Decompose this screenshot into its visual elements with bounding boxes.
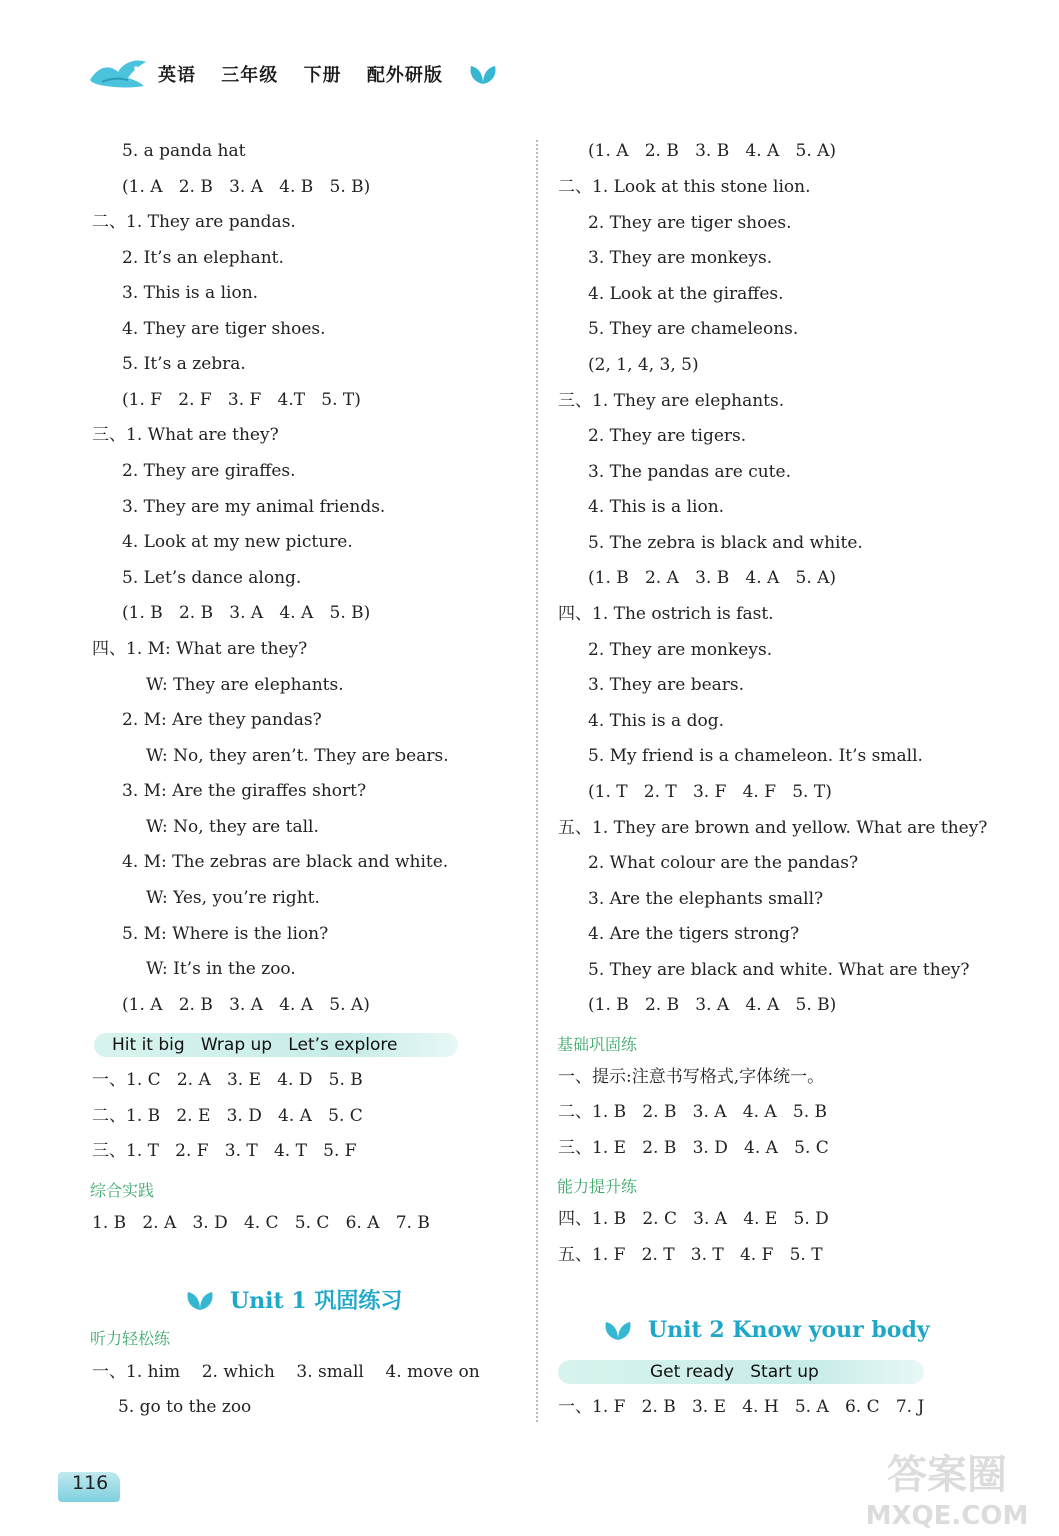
answer-line: 5. They are black and white. What are they? bbox=[588, 960, 970, 980]
answer-line: 3. M: Are the giraffes short? bbox=[122, 781, 367, 801]
section-banner-get-ready bbox=[558, 1360, 924, 1384]
answer-line: 4. Look at my new picture. bbox=[122, 532, 353, 552]
answer-line: 2. They are giraffes. bbox=[122, 461, 296, 481]
answer-line: 2. They are tiger shoes. bbox=[588, 213, 792, 233]
answer-line: 5. a panda hat bbox=[122, 141, 246, 161]
answer-line: 5. Let’s dance along. bbox=[122, 568, 302, 588]
answer-line: 5. go to the zoo bbox=[118, 1397, 252, 1417]
answer-line: 2. It’s an elephant. bbox=[122, 248, 284, 268]
answer-line: 5. M: Where is the lion? bbox=[122, 924, 329, 944]
answer-line: 二、1. B 2. B 3. A 4. A 5. B bbox=[558, 1102, 827, 1122]
unit-2-title bbox=[602, 1317, 930, 1343]
answer-line: 4. Look at the giraffes. bbox=[588, 284, 784, 304]
answer-line: W: Yes, you’re right. bbox=[146, 888, 320, 908]
answer-line: 一、1. him 2. which 3. small 4. move on bbox=[92, 1362, 480, 1382]
page-header bbox=[88, 56, 499, 92]
book-title bbox=[158, 61, 461, 87]
leaf-icon bbox=[602, 1318, 634, 1342]
unit-1-title bbox=[184, 1284, 402, 1315]
answer-line: 三、1. They are elephants. bbox=[558, 391, 785, 411]
answer-line: 二、1. They are pandas. bbox=[92, 212, 296, 232]
answer-line: 四、1. M: What are they? bbox=[92, 639, 308, 659]
answer-line: 2. They are tigers. bbox=[588, 426, 747, 446]
answer-line: 3. They are bears. bbox=[588, 675, 745, 695]
answer-line: (1. T 2. T 3. F 4. F 5. T) bbox=[588, 782, 832, 802]
answer-line: 二、1. Look at this stone lion. bbox=[558, 177, 811, 197]
answer-line: 二、1. B 2. E 3. D 4. A 5. C bbox=[92, 1106, 363, 1126]
answer-line: 2. They are monkeys. bbox=[588, 640, 773, 660]
watermark-bottom-text: MXQE.COM bbox=[865, 1501, 1029, 1530]
banner-label: Hit it big Wrap up Let’s explore bbox=[112, 1035, 398, 1055]
answer-line: 5. The zebra is black and white. bbox=[588, 533, 863, 553]
answer-line: 4. M: The zebras are black and white. bbox=[122, 852, 449, 872]
answer-line: 4. Are the tigers strong? bbox=[588, 924, 800, 944]
answer-line: 一、1. C 2. A 3. E 4. D 5. B bbox=[92, 1070, 363, 1090]
answer-line: 四、1. The ostrich is fast. bbox=[558, 604, 774, 624]
answer-line: 3. Are the elephants small? bbox=[588, 889, 824, 909]
answer-line: 3. This is a lion. bbox=[122, 283, 259, 303]
answer-line: (1. F 2. F 3. F 4.T 5. T) bbox=[122, 390, 361, 410]
column-divider bbox=[536, 140, 538, 1422]
answer-line: 4. This is a dog. bbox=[588, 711, 724, 731]
answer-line: 2. What colour are the pandas? bbox=[588, 853, 859, 873]
answer-line: W: No, they are tall. bbox=[146, 817, 319, 837]
answer-line: 5. My friend is a chameleon. It’s small. bbox=[588, 746, 923, 766]
answer-line: 3. They are my animal friends. bbox=[122, 497, 386, 517]
answer-line: (1. B 2. B 3. A 4. A 5. B) bbox=[122, 603, 371, 623]
bird-logo-icon bbox=[88, 56, 148, 92]
answer-line: 三、1. What are they? bbox=[92, 425, 279, 445]
answer-line: (1. A 2. B 3. A 4. A 5. A) bbox=[122, 995, 370, 1015]
section-heading-ability: 能力提升练 bbox=[557, 1177, 638, 1196]
answer-line: 三、1. T 2. F 3. T 4. T 5. F bbox=[92, 1141, 357, 1161]
answer-line: 三、1. E 2. B 3. D 4. A 5. C bbox=[558, 1138, 829, 1158]
section-heading-listening: 听力轻松练 bbox=[90, 1329, 171, 1348]
watermark-logo bbox=[847, 1440, 1047, 1530]
answer-line: (2, 1, 4, 3, 5) bbox=[588, 355, 699, 375]
watermark-top-text: 答案圈 bbox=[887, 1452, 1007, 1498]
answer-line: 五、1. F 2. T 3. T 4. F 5. T bbox=[558, 1245, 823, 1265]
answer-line: 4. This is a lion. bbox=[588, 497, 725, 517]
answer-line: 四、1. B 2. C 3. A 4. E 5. D bbox=[558, 1209, 829, 1229]
edition-label: 配外研版 bbox=[366, 65, 443, 86]
answer-line: 5. They are chameleons. bbox=[588, 319, 799, 339]
answer-line: W: They are elephants. bbox=[146, 675, 344, 695]
answer-line: W: It’s in the zoo. bbox=[146, 959, 296, 979]
answer-line: (1. A 2. B 3. A 4. B 5. B) bbox=[122, 177, 371, 197]
answer-line: 2. M: Are they pandas? bbox=[122, 710, 322, 730]
answer-line: 1. B 2. A 3. D 4. C 5. C 6. A 7. B bbox=[92, 1213, 430, 1233]
answer-line: 3. The pandas are cute. bbox=[588, 462, 791, 482]
answer-line: (1. B 2. A 3. B 4. A 5. A) bbox=[588, 568, 837, 588]
leaf-icon bbox=[184, 1288, 216, 1312]
answer-line: 五、1. They are brown and yellow. What are they? bbox=[558, 818, 988, 838]
answer-line: 4. They are tiger shoes. bbox=[122, 319, 326, 339]
answer-line: (1. A 2. B 3. B 4. A 5. A) bbox=[588, 141, 837, 161]
answer-line: W: No, they aren’t. They are bears. bbox=[146, 746, 449, 766]
unit-1-title-text: Unit 1 巩固练习 bbox=[230, 1288, 403, 1314]
answer-line: 5. It’s a zebra. bbox=[122, 354, 246, 374]
subject-label: 英语 bbox=[158, 65, 196, 86]
page-number-text: 116 bbox=[72, 1472, 109, 1494]
banner-label: Get ready Start up bbox=[650, 1362, 819, 1382]
unit-2-title-text: Unit 2 Know your body bbox=[648, 1317, 930, 1343]
page-number bbox=[58, 1468, 120, 1504]
answer-line: 3. They are monkeys. bbox=[588, 248, 773, 268]
volume-label: 下册 bbox=[303, 65, 342, 86]
answer-line: (1. B 2. B 3. A 4. A 5. B) bbox=[588, 995, 837, 1015]
answer-line: 一、提示:注意书写格式,字体统一。 bbox=[558, 1067, 825, 1087]
section-banner-hit-it-big bbox=[94, 1033, 458, 1057]
answer-line: 一、1. F 2. B 3. E 4. H 5. A 6. C 7. J bbox=[558, 1397, 925, 1417]
section-heading-practice: 综合实践 bbox=[90, 1181, 155, 1200]
section-heading-basic: 基础巩固练 bbox=[557, 1035, 638, 1054]
grade-label: 三年级 bbox=[221, 65, 279, 86]
leaf-decoration-icon bbox=[467, 62, 499, 86]
